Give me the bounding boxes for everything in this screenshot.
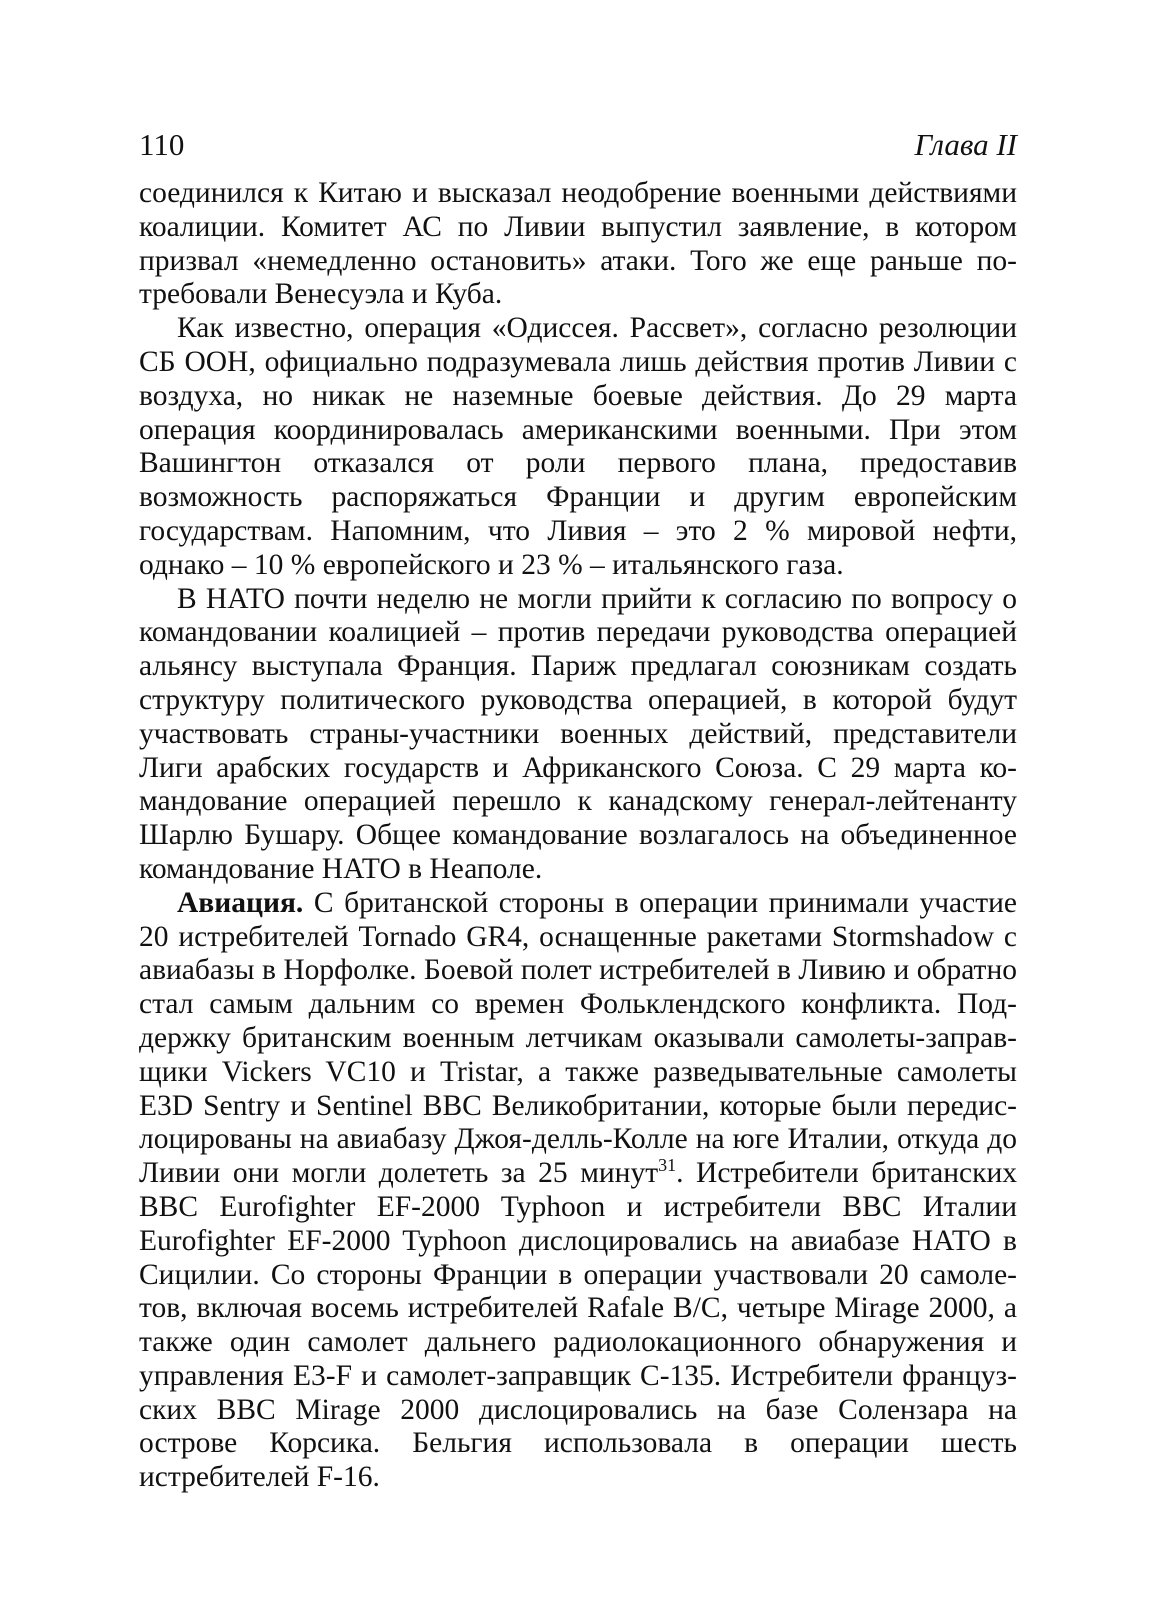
body-text <box>139 177 1017 1495</box>
paragraph-3: В НАТО почти неделю не могли прийти к согласию по вопросу о командовании коалицией – против передачи руководства операцией альянсу выступала Франция. Париж предлагал союзникам создать структуру политического руководства операцией, в которой будут участвовать страны-участники военных действий, представители Лиги арабских государств и Африканского Союза. С 29 марта командование операцией перешло к канадскому генерал-лейтенанту Шарлю Бушару. Общее командование возлагалось на объединенное командование НАТО в Неаполе. <box>139 582 1017 885</box>
paragraph-2: Как известно, операция «Одиссея. Рассвет», согласно резолюции СБ ООН, официально подразумевала лишь действия против Ливии с воздуха, но никак не наземные боевые действия. До 29 марта операция координировалась американскими военными. При этом Вашингтон отказался от роли первого плана, предоставив возможность распоряжаться Франции и другим европейским государствам. Напомним, что Ливия – это 2 % мировой нефти, однако – 10 % европейского и 23 % – итальянского газа. <box>139 312 1017 581</box>
chapter-title: Глава II <box>914 127 1017 162</box>
paragraph-4 <box>139 887 1017 1495</box>
page-number: 110 <box>139 127 185 162</box>
running-head <box>139 120 1017 170</box>
section-lead: Авиация. <box>177 886 304 919</box>
paragraph-1: соединился к Китаю и высказал неодобрение военными действиями коалиции. Комитет АС по Ливии выпустил заявление, в котором призвал «немедленно остановить» атаки. Того же еще раньше потребовали Венесуэла и Куба. <box>139 177 1017 311</box>
footnote-marker: 31 <box>658 1155 677 1176</box>
paragraph-4-text-part-2: . Истребители британских ВВС Eurofighter EF-2000 Typhoon и истребители ВВС Италии Eurofighter EF-2000 Typhoon дислоцировались на авиабазе НАТО в Сицилии. Со стороны Франции в операции участвовали 20 самолетов, включая восемь истребителей Rafale B/C, четыре Mirage 2000, а также один самолет дальнего радиолокационного обнаружения и управления E3-F и самолет-заправщик C-135. Истребители французских ВВС Mirage 2000 дислоцировались на базе Солензара на острове Корсика. Бельгия использовала в операции шесть истребителей F-16. <box>139 1157 1017 1494</box>
paragraph-4-text-part-1: С британской стороны в операции принимали участие 20 истребителей Tornado GR4, оснащенные ракетами Stormshadow с авиабазы в Норфолке. Боевой полет истребителей в Ливию и обратно стал самым дальним со времен Фольклендского конфликта. Поддержку британским военным летчикам оказывали самолеты-заправщики Vickers VC10 и Tristar, а также разведывательные самолеты E3D Sentry и Sentinel ВВС Великобритании, которые были передислоцированы на авиабазу Джоя-делль-Колле на юге Италии, откуда до Ливии они могли долететь за 25 минут <box>139 886 1017 1190</box>
